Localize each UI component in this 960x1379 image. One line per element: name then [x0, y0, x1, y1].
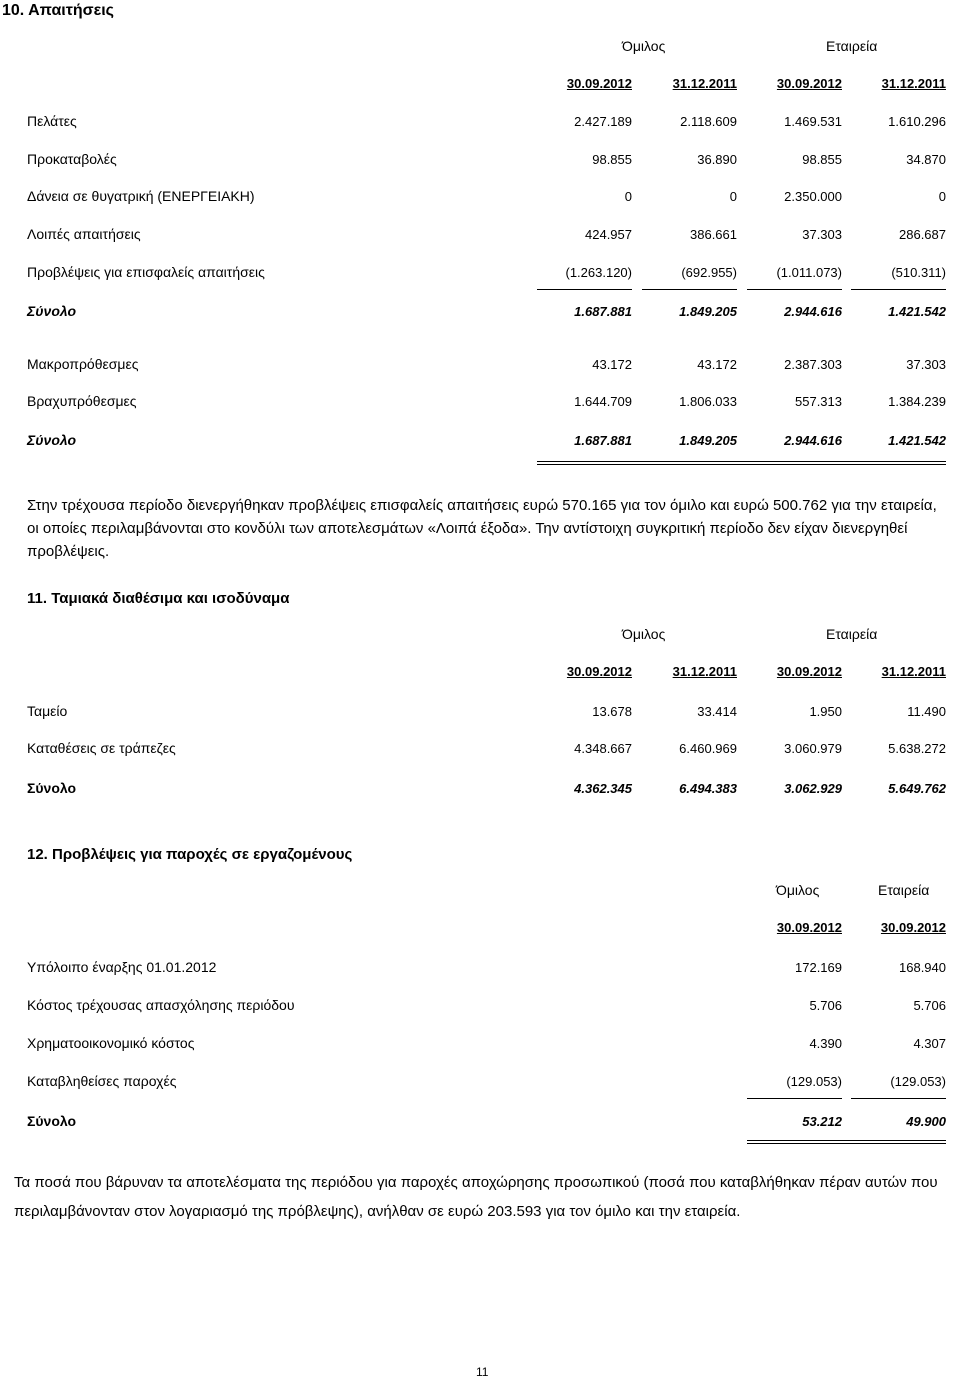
cell: 0 — [938, 189, 946, 204]
total-cell: 1.849.205 — [679, 433, 737, 448]
total-cell: 2.944.616 — [784, 304, 842, 319]
cell: (1.011.073) — [776, 265, 842, 280]
company-header: Εταιρεία — [826, 626, 878, 642]
cell: 98.855 — [592, 152, 632, 167]
row-label: Πελάτες — [27, 113, 77, 129]
row-label: Χρηματοοικονομικό κόστος — [27, 1035, 195, 1051]
rule — [537, 461, 946, 462]
date-col-1: 30.09.2012 — [566, 76, 632, 91]
company-header: Εταιρεία — [878, 882, 930, 898]
total-label: Σύνολο — [27, 432, 77, 448]
cell: 172.169 — [795, 960, 842, 975]
cell: (510.311) — [891, 265, 946, 280]
date-col-2: 30.09.2012 — [880, 920, 946, 935]
total-cell: 1.849.205 — [679, 304, 737, 319]
total-cell: 2.944.616 — [784, 433, 842, 448]
cell: 168.940 — [899, 960, 946, 975]
section-12-title: 12. Προβλέψεις για παροχές σε εργαζομένους — [27, 846, 353, 863]
date-col-3: 30.09.2012 — [776, 664, 842, 679]
cell: 43.172 — [697, 357, 737, 372]
cell: 1.610.296 — [888, 114, 946, 129]
cell: 36.890 — [697, 152, 737, 167]
cell: 5.706 — [809, 998, 842, 1013]
total-cell: 3.062.929 — [784, 781, 842, 796]
total-cell: 6.494.383 — [679, 781, 737, 796]
cell: 557.313 — [795, 394, 842, 409]
total-cell: 53.212 — [802, 1114, 842, 1129]
total-label: Σύνολο — [27, 1113, 77, 1129]
date-col-1: 30.09.2012 — [566, 664, 632, 679]
cell: 2.427.189 — [574, 114, 632, 129]
total-label: Σύνολο — [27, 780, 77, 796]
rule — [747, 1140, 946, 1141]
section-10-title: 10. Απαιτήσεις — [2, 2, 114, 19]
row-label: Δάνεια σε θυγατρική (ΕΝΕΡΓΕΙΑΚΗ) — [27, 188, 255, 204]
section-10-note: Στην τρέχουσα περίοδο διενεργήθηκαν προβλέψεις επισφαλείς απαιτήσεις ευρώ 570.165 για τον όμιλο και ευρώ 500.762 για την εταιρεία, οι οποίες περιλαμβάνονται στο κονδύλι των αποτελεσμάτων «Λοιπά έξοδα». Την αντίστοιχη συγκριτική περίοδο δεν είχαν διενεργηθεί προβλέψεις. — [27, 497, 937, 560]
cell: 1.806.033 — [679, 394, 737, 409]
cell: 424.957 — [585, 227, 632, 242]
group-header: Όμιλος — [622, 38, 666, 54]
row-label: Προκαταβολές — [27, 151, 117, 167]
row-label: Βραχυπρόθεσμες — [27, 393, 137, 409]
cell: 4.348.667 — [574, 741, 632, 756]
section-11-title: 11. Ταμιακά διαθέσιμα και ισοδύναμα — [27, 590, 290, 607]
date-col-4: 31.12.2011 — [881, 76, 946, 91]
date-col-1: 30.09.2012 — [776, 920, 842, 935]
rule — [747, 289, 842, 290]
section-12-note: Τα ποσά που βάρυναν τα αποτελέσματα της περιόδου για παροχές αποχώρησης προσωπικού (ποσά που καταβλήθηκαν πέραν αυτών που περιλαμβάνονταν στον λογαριασμό της πρόβλεψης), ανήλθαν σε ευρώ 203.593 για τον όμιλο και την εταιρεία. — [14, 1174, 938, 1220]
cell: 0 — [624, 189, 632, 204]
cell: 1.469.531 — [784, 114, 842, 129]
cell: 13.678 — [592, 704, 632, 719]
rule — [851, 1098, 946, 1099]
cell: 37.303 — [906, 357, 946, 372]
row-label: Προβλέψεις για επισφαλείς απαιτήσεις — [27, 264, 265, 280]
rule — [642, 289, 737, 290]
cell: 43.172 — [592, 357, 632, 372]
row-label: Ταμείο — [27, 703, 68, 719]
group-header: Όμιλος — [622, 626, 666, 642]
cell: 2.387.303 — [784, 357, 842, 372]
page-number: 11 — [476, 1365, 489, 1379]
total-cell: 1.421.542 — [888, 433, 946, 448]
cell: 37.303 — [802, 227, 842, 242]
date-col-4: 31.12.2011 — [881, 664, 946, 679]
rule — [747, 1098, 842, 1099]
rule — [537, 289, 632, 290]
cell: 1.644.709 — [574, 394, 632, 409]
cell: 386.661 — [690, 227, 737, 242]
rule — [851, 289, 946, 290]
date-col-2: 31.12.2011 — [672, 76, 737, 91]
cell: 286.687 — [899, 227, 946, 242]
row-label: Μακροπρόθεσμες — [27, 356, 139, 372]
cell: 4.307 — [913, 1036, 946, 1051]
row-label: Κόστος τρέχουσας απασχόλησης περιόδου — [27, 997, 295, 1013]
cell: (692.955) — [681, 265, 737, 280]
cell: 33.414 — [697, 704, 737, 719]
total-cell: 1.421.542 — [888, 304, 946, 319]
rule — [747, 1143, 946, 1144]
total-cell: 1.687.881 — [574, 304, 632, 319]
total-cell: 5.649.762 — [888, 781, 946, 796]
date-col-2: 31.12.2011 — [672, 664, 737, 679]
cell: 2.118.609 — [680, 114, 737, 129]
cell: (129.053) — [890, 1074, 946, 1089]
group-header: Όμιλος — [776, 882, 820, 898]
cell: 2.350.000 — [784, 189, 842, 204]
rule — [537, 464, 946, 465]
cell: 1.384.239 — [888, 394, 946, 409]
cell: (129.053) — [786, 1074, 842, 1089]
cell: 3.060.979 — [784, 741, 842, 756]
company-header: Εταιρεία — [826, 38, 878, 54]
total-cell: 4.362.345 — [574, 781, 632, 796]
date-col-3: 30.09.2012 — [776, 76, 842, 91]
cell: 0 — [729, 189, 737, 204]
total-cell: 1.687.881 — [574, 433, 632, 448]
cell: 6.460.969 — [679, 741, 737, 756]
cell: 34.870 — [906, 152, 946, 167]
row-label: Υπόλοιπο έναρξης 01.01.2012 — [27, 959, 217, 975]
cell: 5.638.272 — [888, 741, 946, 756]
cell: (1.263.120) — [565, 265, 632, 280]
cell: 5.706 — [913, 998, 946, 1013]
total-label: Σύνολο — [27, 303, 77, 319]
row-label: Καταβληθείσες παροχές — [27, 1073, 177, 1089]
row-label: Καταθέσεις σε τράπεζες — [27, 740, 176, 756]
row-label: Λοιπές απαιτήσεις — [27, 226, 141, 242]
cell: 11.490 — [907, 704, 946, 719]
cell: 1.950 — [809, 704, 842, 719]
cell: 4.390 — [809, 1036, 842, 1051]
total-cell: 49.900 — [906, 1114, 946, 1129]
cell: 98.855 — [802, 152, 842, 167]
